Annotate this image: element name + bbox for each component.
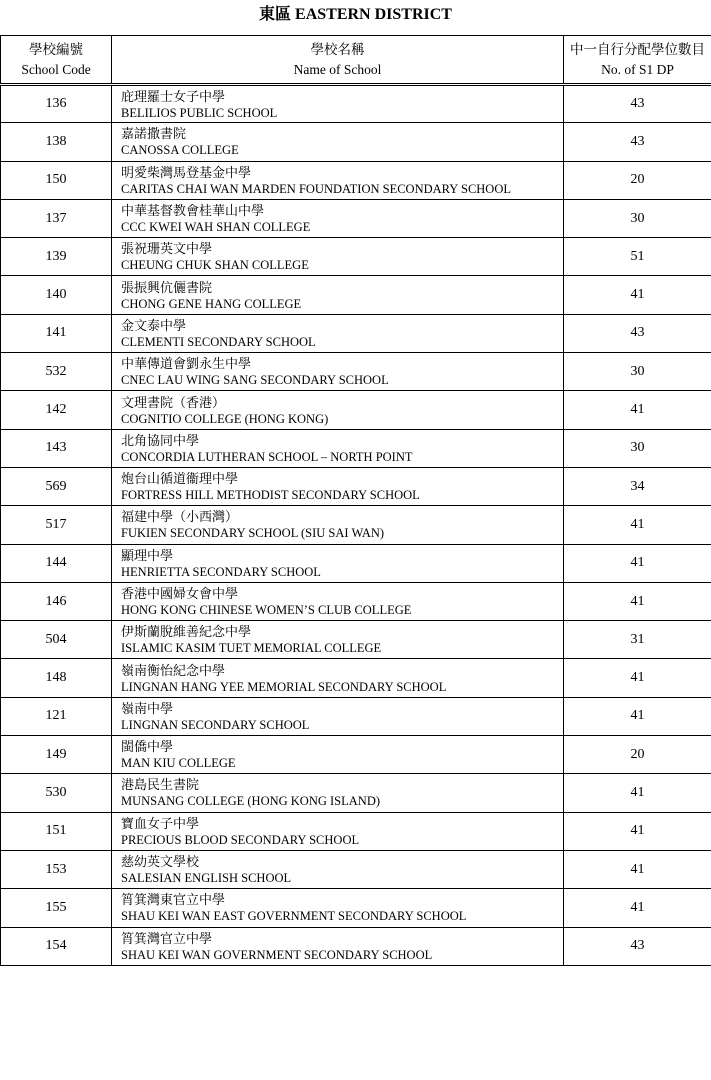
school-code: 154: [1, 927, 112, 965]
school-name-zh: 嘉諾撒書院: [121, 126, 187, 142]
school-name: [112, 582, 564, 620]
school-code: 149: [1, 736, 112, 774]
s1-dp-header: [564, 36, 711, 85]
school-code: 150: [1, 161, 112, 199]
table-row: [1, 927, 711, 965]
table-row: [1, 697, 711, 735]
school-name-en: HENRIETTA SECONDARY SCHOOL: [121, 564, 321, 579]
school-code: 121: [1, 697, 112, 735]
school-code: 532: [1, 353, 112, 391]
school-code: 146: [1, 582, 112, 620]
school-name-zh: 張振興伉儷書院: [121, 279, 213, 295]
school-name: [112, 429, 564, 467]
school-name-en: SALESIAN ENGLISH SCHOOL: [121, 871, 292, 886]
school-name-zh: 北角協同中學: [121, 432, 200, 448]
table-row: [1, 812, 711, 850]
table-row: [1, 238, 711, 276]
school-name-zh: 顯理中學: [121, 547, 174, 563]
s1-dp-header-zh: 中一自行分配學位數目: [570, 41, 705, 57]
school-name: [112, 506, 564, 544]
s1-dp-count: 41: [564, 506, 711, 544]
s1-dp-count: 41: [564, 582, 711, 620]
school-code: 142: [1, 391, 112, 429]
school-name-en: FUKIEN SECONDARY SCHOOL (SIU SAI WAN): [121, 526, 385, 541]
school-name: [112, 467, 564, 505]
school-name-en: CNEC LAU WING SANG SECONDARY SCHOOL: [121, 373, 389, 388]
school-name: [112, 736, 564, 774]
table-row: [1, 850, 711, 888]
school-name: [112, 276, 564, 314]
school-code: 504: [1, 621, 112, 659]
s1-dp-count: 43: [564, 85, 711, 123]
school-name-zh: 筲箕灣官立中學: [121, 930, 213, 946]
school-code: 140: [1, 276, 112, 314]
school-name-zh: 庇理羅士女子中學: [121, 88, 226, 104]
s1-dp-count: 41: [564, 850, 711, 888]
school-name-zh: 筲箕灣東官立中學: [121, 892, 226, 908]
s1-dp-header-en: No. of S1 DP: [601, 61, 674, 77]
school-name: [112, 85, 564, 123]
school-name-zh: 嶺南中學: [121, 700, 174, 716]
school-name: [112, 621, 564, 659]
table-row: [1, 314, 711, 352]
school-name-en: CHEUNG CHUK SHAN COLLEGE: [121, 258, 309, 273]
school-name: [112, 161, 564, 199]
school-name-en: CHONG GENE HANG COLLEGE: [121, 296, 302, 311]
table-row: [1, 199, 711, 237]
table-row: [1, 467, 711, 505]
school-name: [112, 199, 564, 237]
school-name: [112, 659, 564, 697]
s1-dp-count: 41: [564, 774, 711, 812]
s1-dp-count: 41: [564, 697, 711, 735]
school-name-en: CANOSSA COLLEGE: [121, 143, 239, 158]
school-name-zh: 港島民生書院: [121, 777, 200, 793]
school-name-zh: 金文泰中學: [121, 317, 187, 333]
s1-dp-count: 43: [564, 123, 711, 161]
school-name-en: HONG KONG CHINESE WOMEN’S CLUB COLLEGE: [121, 603, 412, 617]
school-name: [112, 544, 564, 582]
table-row: [1, 123, 711, 161]
school-code: 148: [1, 659, 112, 697]
school-name-header: [112, 36, 564, 85]
s1-dp-count: 30: [564, 429, 711, 467]
school-code: 155: [1, 889, 112, 927]
school-name-zh: 福建中學（小西灣）: [121, 509, 239, 525]
school-name-en: CLEMENTI SECONDARY SCHOOL: [121, 334, 316, 349]
school-name-en: ISLAMIC KASIM TUET MEMORIAL COLLEGE: [121, 641, 382, 656]
table-row: [1, 659, 711, 697]
school-code: 136: [1, 85, 112, 123]
school-table: [0, 35, 711, 966]
school-name: [112, 774, 564, 812]
school-code-header-zh: 學校編號: [29, 41, 83, 57]
s1-dp-count: 30: [564, 199, 711, 237]
school-name: [112, 927, 564, 965]
page-title: 東區 EASTERN DISTRICT: [259, 6, 452, 23]
table-row: [1, 276, 711, 314]
table-row: [1, 774, 711, 812]
table-row: [1, 161, 711, 199]
school-name-en: MAN KIU COLLEGE: [121, 756, 236, 771]
s1-dp-count: 20: [564, 736, 711, 774]
table-row: [1, 544, 711, 582]
school-name-en: COGNITIO COLLEGE (HONG KONG): [121, 411, 329, 426]
school-code: 569: [1, 467, 112, 505]
school-name-en: FORTRESS HILL METHODIST SECONDARY SCHOOL: [121, 488, 420, 503]
s1-dp-count: 30: [564, 353, 711, 391]
school-code-header-en: School Code: [21, 61, 91, 77]
table-row: [1, 621, 711, 659]
school-name-en: SHAU KEI WAN EAST GOVERNMENT SECONDARY SCHOOL: [121, 909, 467, 924]
school-code: 137: [1, 199, 112, 237]
school-name-en: PRECIOUS BLOOD SECONDARY SCHOOL: [121, 832, 360, 847]
school-code: 141: [1, 314, 112, 352]
s1-dp-count: 43: [564, 314, 711, 352]
s1-dp-count: 41: [564, 276, 711, 314]
table-header-row: [1, 36, 711, 85]
school-name-header-zh: 學校名稱: [310, 41, 365, 57]
school-name-en: LINGNAN SECONDARY SCHOOL: [121, 717, 310, 732]
school-code: 517: [1, 506, 112, 544]
s1-dp-count: 43: [564, 927, 711, 965]
table-row: [1, 353, 711, 391]
school-name-zh: 中華基督教會桂華山中學: [121, 203, 265, 219]
school-name: [112, 889, 564, 927]
school-name-zh: 文理書院（香港）: [121, 394, 226, 410]
table-row: [1, 582, 711, 620]
school-code: 530: [1, 774, 112, 812]
school-name: [112, 314, 564, 352]
school-name-zh: 嶺南衡怡紀念中學: [121, 662, 226, 678]
table-row: [1, 889, 711, 927]
school-name-header-en: Name of School: [293, 61, 382, 77]
s1-dp-count: 41: [564, 659, 711, 697]
s1-dp-count: 31: [564, 621, 711, 659]
school-name: [112, 353, 564, 391]
s1-dp-count: 20: [564, 161, 711, 199]
school-code-header: [1, 36, 112, 85]
school-code: 138: [1, 123, 112, 161]
school-code: 144: [1, 544, 112, 582]
s1-dp-count: 34: [564, 467, 711, 505]
school-code: 143: [1, 429, 112, 467]
table-row: [1, 736, 711, 774]
school-name: [112, 697, 564, 735]
school-name-en: CCC KWEI WAH SHAN COLLEGE: [121, 220, 311, 235]
school-name-zh: 寶血女子中學: [121, 815, 200, 831]
s1-dp-count: 41: [564, 544, 711, 582]
school-name-en: MUNSANG COLLEGE (HONG KONG ISLAND): [121, 794, 381, 809]
school-code: 153: [1, 850, 112, 888]
school-name-en: LINGNAN HANG YEE MEMORIAL SECONDARY SCHOOL: [121, 679, 447, 694]
table-body: [1, 85, 711, 966]
table-row: [1, 506, 711, 544]
school-name-zh: 張祝珊英文中學: [121, 241, 213, 257]
school-name-zh: 炮台山循道衞理中學: [121, 471, 239, 487]
school-name-en: SHAU KEI WAN GOVERNMENT SECONDARY SCHOOL: [121, 947, 433, 962]
school-name-zh: 明愛柴灣馬登基金中學: [121, 164, 252, 180]
school-name-zh: 閩僑中學: [121, 739, 174, 755]
s1-dp-count: 41: [564, 391, 711, 429]
table-row: [1, 429, 711, 467]
school-name-zh: 伊斯蘭脫維善紀念中學: [121, 624, 252, 640]
school-code: 151: [1, 812, 112, 850]
school-name: [112, 238, 564, 276]
s1-dp-count: 51: [564, 238, 711, 276]
s1-dp-count: 41: [564, 889, 711, 927]
school-name: [112, 391, 564, 429]
school-name-en: CARITAS CHAI WAN MARDEN FOUNDATION SECONDARY SCHOOL: [121, 181, 511, 196]
table-row: [1, 85, 711, 123]
school-name-zh: 香港中國婦女會中學: [121, 586, 239, 601]
school-name: [112, 850, 564, 888]
s1-dp-count: 41: [564, 812, 711, 850]
school-name-en: CONCORDIA LUTHERAN SCHOOL – NORTH POINT: [121, 449, 413, 464]
school-name-zh: 慈幼英文學校: [121, 854, 200, 870]
school-name: [112, 812, 564, 850]
table-row: [1, 391, 711, 429]
school-code: 139: [1, 238, 112, 276]
school-name-zh: 中華傳道會劉永生中學: [121, 356, 252, 372]
school-name: [112, 123, 564, 161]
school-name-en: BELILIOS PUBLIC SCHOOL: [121, 105, 278, 120]
